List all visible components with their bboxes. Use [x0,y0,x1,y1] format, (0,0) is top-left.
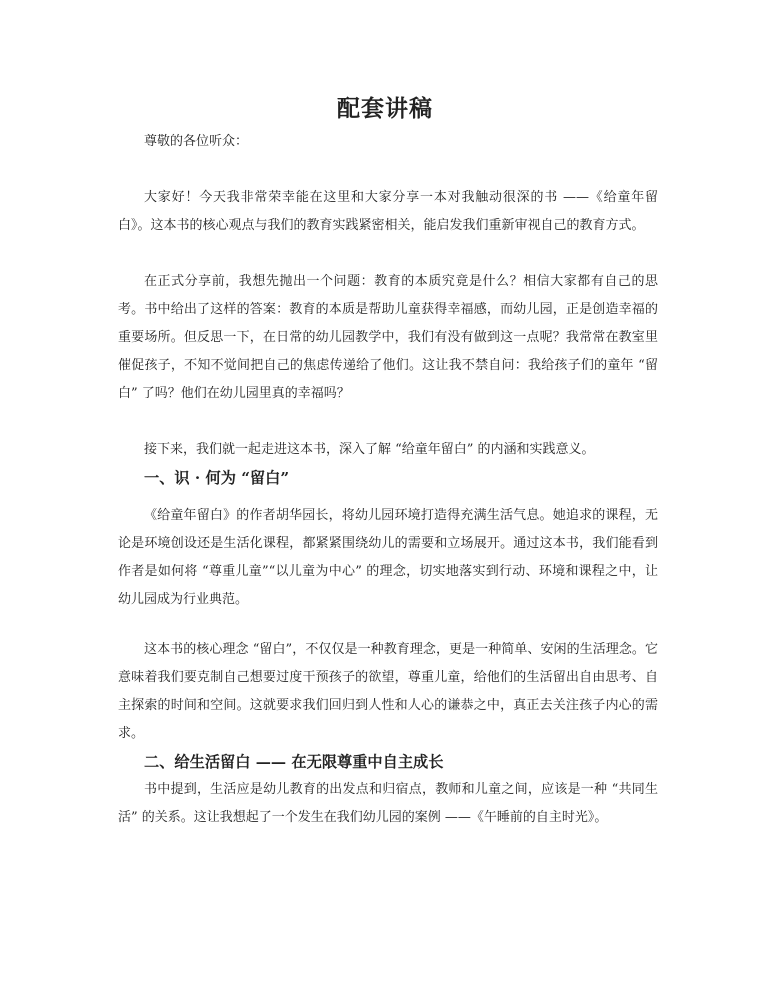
section-heading-1: 一、识 · 何为 “留白” [144,469,290,487]
paragraph-author: 《给童年留白》的作者胡华园长，将幼儿园环境打造得充满生活气息。她追求的课程，无论是环境创设还是生活化课程，都紧紧围绕幼儿的需要和立场展开。通过这本书，我们能看到作者是如何将 “尊重儿童”“以儿童为中心” 的理念，切实地落实到行动、环境和课程之中，让幼儿园成为行业典范。 [118,508,658,607]
paragraph-core-idea: 这本书的核心理念 “留白”，不仅仅是一种教育理念，更是一种简单、安闲的生活理念。它意味着我们要克制自己想要过度干预孩子的欲望，尊重儿童，给他们的生活留出自由思考、自主探索的时间和空间。这就要求我们回归到人性和人心的谦恭之中，真正去关注孩子内心的需求。 [118,642,658,741]
paragraph-intro: 大家好！今天我非常荣幸能在这里和大家分享一本对我触动很深的书 ——《给童年留白》。这本书的核心观点与我们的教育实践紧密相关，能启发我们重新审视自己的教育方式。 [118,190,658,233]
page-title: 配套讲稿 [337,95,433,122]
section-heading-2: 二、给生活留白 —— 在无限尊重中自主成长 [144,753,444,771]
document-body [118,128,658,832]
paragraph-life: 书中提到，生活应是幼儿教育的出发点和归宿点，教师和儿童之间，应该是一种 “共同生活” 的关系。这让我想起了一个发生在我们幼儿园的案例 ——《午睡前的自主时光》。 [118,782,658,825]
paragraph-transition: 接下来，我们就一起走进这本书，深入了解 “给童年留白” 的内涵和实践意义。 [144,442,595,457]
greeting: 尊敬的各位听众： [144,134,249,149]
paragraph-question: 在正式分享前，我想先抛出一个问题：教育的本质究竟是什么？相信大家都有自己的思考。书中给出了这样的答案：教育的本质是帮助儿童获得幸福感，而幼儿园，正是创造幸福的重要场所。但反思一下，在日常的幼儿园教学中，我们有没有做到这一点呢？我常常在教室里催促孩子，不知不觉间把自己的焦虑传递给了他们。这让我不禁自问：我给孩子们的童年 “留白” 了吗？他们在幼儿园里真的幸福吗？ [118,274,658,401]
